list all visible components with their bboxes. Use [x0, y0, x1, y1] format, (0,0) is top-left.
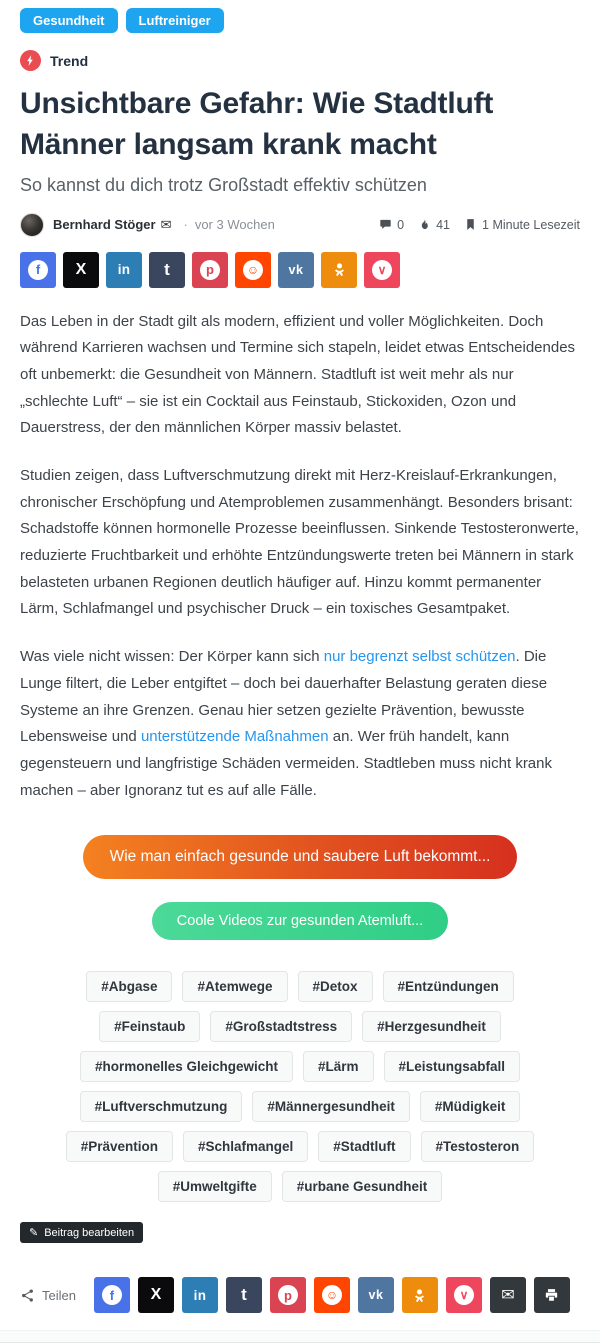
share-row-top	[20, 252, 580, 288]
trend-label: Trend	[50, 52, 89, 69]
tag-pill[interactable]: #Leistungsabfall	[384, 1051, 521, 1082]
odnoklassniki-icon	[411, 1287, 428, 1304]
share-tumblr-button[interactable]	[226, 1277, 262, 1313]
share-pocket-button[interactable]	[364, 252, 400, 288]
post-stats	[379, 218, 580, 232]
byline-separator: ·	[183, 217, 188, 233]
pinterest-icon: p	[200, 260, 220, 280]
share-pinterest-button[interactable]	[192, 252, 228, 288]
share-x-button[interactable]	[63, 252, 99, 288]
share-vk-button[interactable]	[278, 252, 314, 288]
tag-pill[interactable]: #Luftverschmutzung	[80, 1091, 243, 1122]
paragraph-3-text: an. Wer früh handelt, kann gegensteuern und langfristige Schäden vermeiden. Stadtleben muss nicht krank machen – aber Ignoranz tut es auf alle Fälle.	[20, 728, 552, 799]
printer-icon	[543, 1287, 560, 1304]
comments-count: 0	[397, 217, 405, 232]
share-reddit-button[interactable]	[235, 252, 271, 288]
vk-icon: vk	[288, 262, 304, 277]
tag-pill[interactable]: #Entzündungen	[383, 971, 514, 1002]
x-icon: X	[150, 1286, 162, 1304]
tumblr-icon: t	[164, 259, 170, 279]
share-facebook-button[interactable]	[20, 252, 56, 288]
tag-pill[interactable]: #Abgase	[86, 971, 172, 1002]
flame-icon	[418, 218, 431, 231]
edit-post-label: Beitrag bearbeiten	[44, 1226, 135, 1239]
share-pocket-button[interactable]	[446, 1277, 482, 1313]
tag-pill[interactable]: #Atemwege	[182, 971, 287, 1002]
read-time: 1 Minute Lesezeit	[482, 217, 580, 232]
share-email-button[interactable]	[490, 1277, 526, 1313]
share-ok-button[interactable]	[402, 1277, 438, 1313]
linkedin-icon: in	[117, 262, 131, 278]
envelope-icon[interactable]: ✉	[160, 216, 172, 232]
share-row-bottom	[20, 1277, 580, 1313]
share-facebook-button[interactable]	[94, 1277, 130, 1313]
tag-pill[interactable]: #hormonelles Gleichgewicht	[80, 1051, 293, 1082]
views-count: 41	[436, 217, 451, 232]
tag-pill[interactable]: #Stadtluft	[318, 1131, 410, 1162]
facebook-icon: f	[102, 1285, 122, 1305]
facebook-icon: f	[28, 260, 48, 280]
tag-pill[interactable]: #Müdigkeit	[420, 1091, 521, 1122]
page-title: Unsichtbare Gefahr: Wie Stadtluft Männer langsam krank macht	[20, 87, 494, 161]
page-footer-divider	[0, 1330, 600, 1343]
tag-pill[interactable]: #Prävention	[66, 1131, 173, 1162]
byline	[20, 213, 580, 237]
tag-pill[interactable]: #urbane Gesundheit	[282, 1171, 443, 1202]
tag-pill[interactable]: #Testosteron	[421, 1131, 535, 1162]
vk-icon: vk	[368, 1288, 384, 1303]
paragraph-1: Das Leben in der Stadt gilt als modern, effizient und voller Möglichkeiten. Doch während Karrieren wachsen und Termine sich stapeln, leidet etwas Entscheidendes oft unbemerkt: die Gesundheit von Männern. Stadtluft ist weit mehr als nur „schlechte Luft“ – sie ist ein Cocktail aus Feinstaub, Stickoxiden, Ozon und Dauerstress, der den männlichen Körper massiv belastet.	[20, 312, 576, 437]
share-print-button[interactable]	[534, 1277, 570, 1313]
tag-pill[interactable]: #Feinstaub	[99, 1011, 200, 1042]
share-tumblr-button[interactable]	[149, 252, 185, 288]
share-linkedin-button[interactable]	[182, 1277, 218, 1313]
publish-date: vor 3 Wochen	[194, 217, 275, 233]
paragraph-3-text: . Die Lunge filtert, die Leber entgiftet – doch bei dauerhafter Belastung geraten diese Systeme an ihre Grenzen. Genau hier setzen gezielte Prävention, bewusste Lebensweise und	[20, 648, 548, 746]
tag-pill[interactable]: #Schlafmangel	[183, 1131, 308, 1162]
pinterest-icon: p	[278, 1285, 298, 1305]
paragraph-3	[20, 644, 580, 804]
share-ok-button[interactable]	[321, 252, 357, 288]
envelope-icon: ✉	[501, 1287, 515, 1305]
share-pinterest-button[interactable]	[270, 1277, 306, 1313]
comment-bubble-icon	[379, 218, 392, 231]
paragraph-2: Studien zeigen, dass Luftverschmutzung direkt mit Herz-Kreislauf-Erkrankungen, chronischer Erschöpfung und Atemproblemen zusammenhängt. Besonders brisant: Schadstoffe können hormonelle Prozesse beeinflussen. Sinkende Testosteronwerte, reduzierte Fruchtbarkeit und erhöhte Entzündungswerte treten bei Männern in stark belasteten urbanen Regionen deutlich häufiger auf. Hinzu kommt permanenter Lärm, Schlafmangel und psychischer Druck – ein toxisches Gesamtpaket.	[20, 467, 579, 618]
share-reddit-button[interactable]	[314, 1277, 350, 1313]
share-label-group	[20, 1288, 76, 1303]
tag-pill[interactable]: #Detox	[298, 971, 373, 1002]
author-avatar[interactable]	[20, 213, 44, 237]
tag-pill[interactable]: #Männergesundheit	[252, 1091, 410, 1122]
reddit-icon: ☺	[322, 1285, 342, 1305]
cta-clean-air-button[interactable]: Wie man einfach gesunde und saubere Luft bekommt...	[83, 835, 518, 879]
pocket-icon: ∨	[372, 260, 392, 280]
tag-pill[interactable]: #Herzgesundheit	[362, 1011, 501, 1042]
pocket-icon: ∨	[454, 1285, 474, 1305]
reddit-icon: ☺	[243, 260, 263, 280]
edit-post-button[interactable]	[20, 1222, 143, 1243]
read-time-stat	[464, 218, 580, 232]
tag-pill[interactable]: #Umweltgifte	[158, 1171, 272, 1202]
share-vk-button[interactable]	[358, 1277, 394, 1313]
lightning-bolt-icon	[20, 50, 41, 71]
category-badge[interactable]: Gesundheit	[20, 8, 118, 33]
author-name[interactable]: Bernhard Stöger	[53, 217, 156, 233]
tumblr-icon: t	[241, 1285, 247, 1305]
tag-pill[interactable]: #Lärm	[303, 1051, 374, 1082]
share-x-button[interactable]	[138, 1277, 174, 1313]
comments-stat[interactable]	[379, 218, 404, 232]
tag-pill[interactable]: #Großstadtstress	[210, 1011, 352, 1042]
bookmark-icon	[464, 218, 477, 231]
cta-videos-button[interactable]: Coole Videos zur gesunden Atemluft...	[152, 902, 448, 940]
odnoklassniki-icon	[331, 261, 348, 278]
share-linkedin-button[interactable]	[106, 252, 142, 288]
inline-link-protection[interactable]: nur begrenzt selbst schützen	[323, 648, 516, 666]
linkedin-icon: in	[193, 1287, 207, 1303]
article-body	[20, 309, 580, 805]
category-badge[interactable]: Luftreiniger	[126, 8, 224, 33]
paragraph-3-text: Was viele nicht wissen: Der Körper kann sich	[20, 648, 324, 666]
inline-link-measures[interactable]: unterstützende Maßnahmen	[140, 728, 329, 746]
pencil-icon: ✎	[29, 1227, 39, 1240]
x-icon: X	[75, 260, 87, 278]
views-stat	[418, 218, 450, 232]
share-nodes-icon	[20, 1288, 35, 1303]
page-subtitle: So kannst du dich trotz Großstadt effektiv schützen	[20, 174, 427, 195]
trend-row	[20, 50, 580, 71]
share-label: Teilen	[42, 1287, 76, 1303]
category-badges	[20, 8, 580, 33]
tag-cloud	[38, 971, 562, 1202]
